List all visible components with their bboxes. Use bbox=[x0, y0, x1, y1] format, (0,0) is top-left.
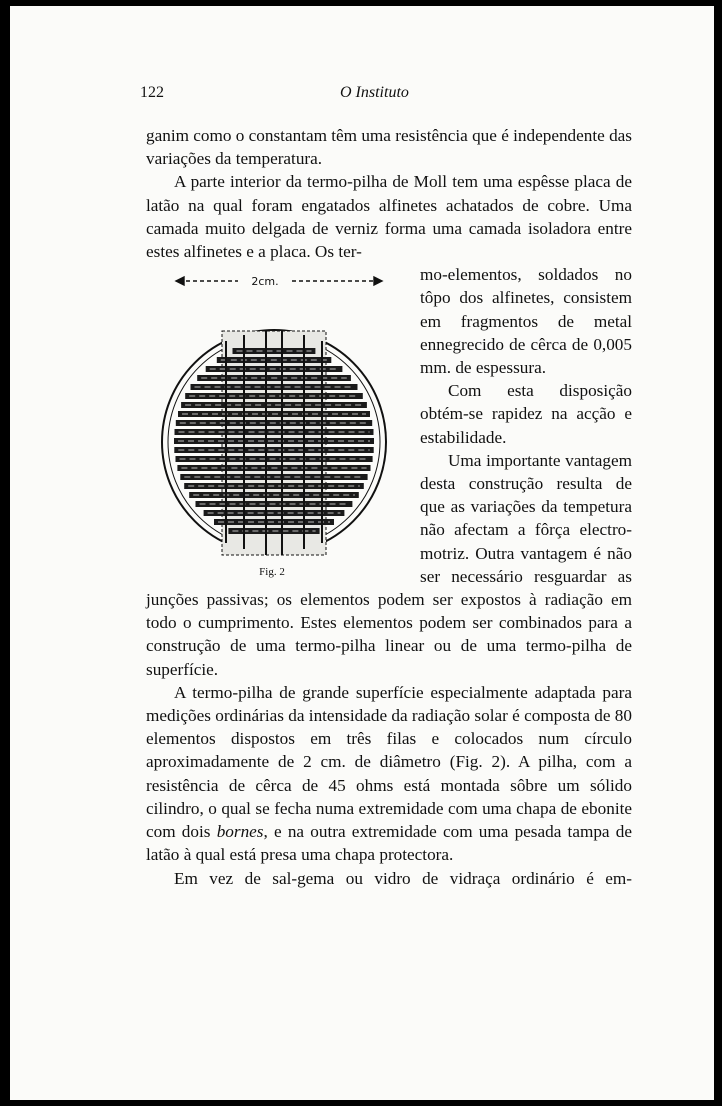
paragraph-2-wrap: mo-elementos, soldados no tôpo dos alfinetes, consistem em fragmentos de metal ennegrecido de cêrca de 0,005 mm. de espessura. bbox=[420, 265, 632, 378]
paragraph-3: Com esta disposição obtém-se rapidez na acção e estabilidade. bbox=[420, 381, 632, 447]
book-page bbox=[10, 6, 714, 1100]
paragraph-1: ganim como o constantam têm uma resistência que é independente das variações da temperatura. bbox=[146, 126, 632, 169]
figure-caption: Fig. 2 bbox=[259, 566, 285, 579]
page-number: 122 bbox=[140, 84, 164, 101]
element-rows bbox=[174, 348, 374, 534]
body-text bbox=[146, 124, 632, 890]
figure-thermopile bbox=[146, 263, 408, 581]
paragraph-6: Em vez de sal-gema ou vidro de vidraça ordinário é em- bbox=[174, 868, 632, 888]
paragraph-2-lead: A parte interior da termo-pilha de Moll tem uma espêsse placa de latão na qual foram engatados alfinetes achatados de cobre. Uma camada muito delgada de verniz forma uma camada isoladora entre estes alfinetes e a placa. Os ter- bbox=[146, 172, 632, 262]
paragraph-5: A termo-pilha de grande superfície especialmente adaptada para medições ordinárias da intensidade da radiação solar é composta de 80 elementos dispostos em três filas e colocados num círculo aproximadamente de 2 cm. de diâmetro (Fig. 2). A pilha, com a resistência de cêrca de 45 ohms está montada sôbre um sólido cilindro, o qual se fecha numa extremidade com uma chapa de ebonite com dois bornes, e na outra extremidade com uma pesada tampa de latão à qual está presa uma chapa protectora. bbox=[146, 682, 632, 865]
italic-term: bornes bbox=[216, 822, 264, 842]
scale-label: 2cm. bbox=[251, 275, 279, 289]
thermopile-diagram bbox=[146, 263, 408, 581]
running-title: O Instituto bbox=[340, 84, 409, 101]
scale-arrow bbox=[176, 277, 382, 285]
running-head bbox=[140, 84, 638, 106]
paragraph-4: Uma importante vantagem desta construção resulta de que as variações da tempetura não afectam a fôrça electro-motriz. Outra vantagem é não ser necessário resguardar as junções passivas; os elementos podem ser expostos à radiação em todo o cumprimento. Estes elementos podem ser combinados para a construção de uma termo-pilha linear ou de uma termo-pilha de superfície. bbox=[146, 450, 632, 679]
